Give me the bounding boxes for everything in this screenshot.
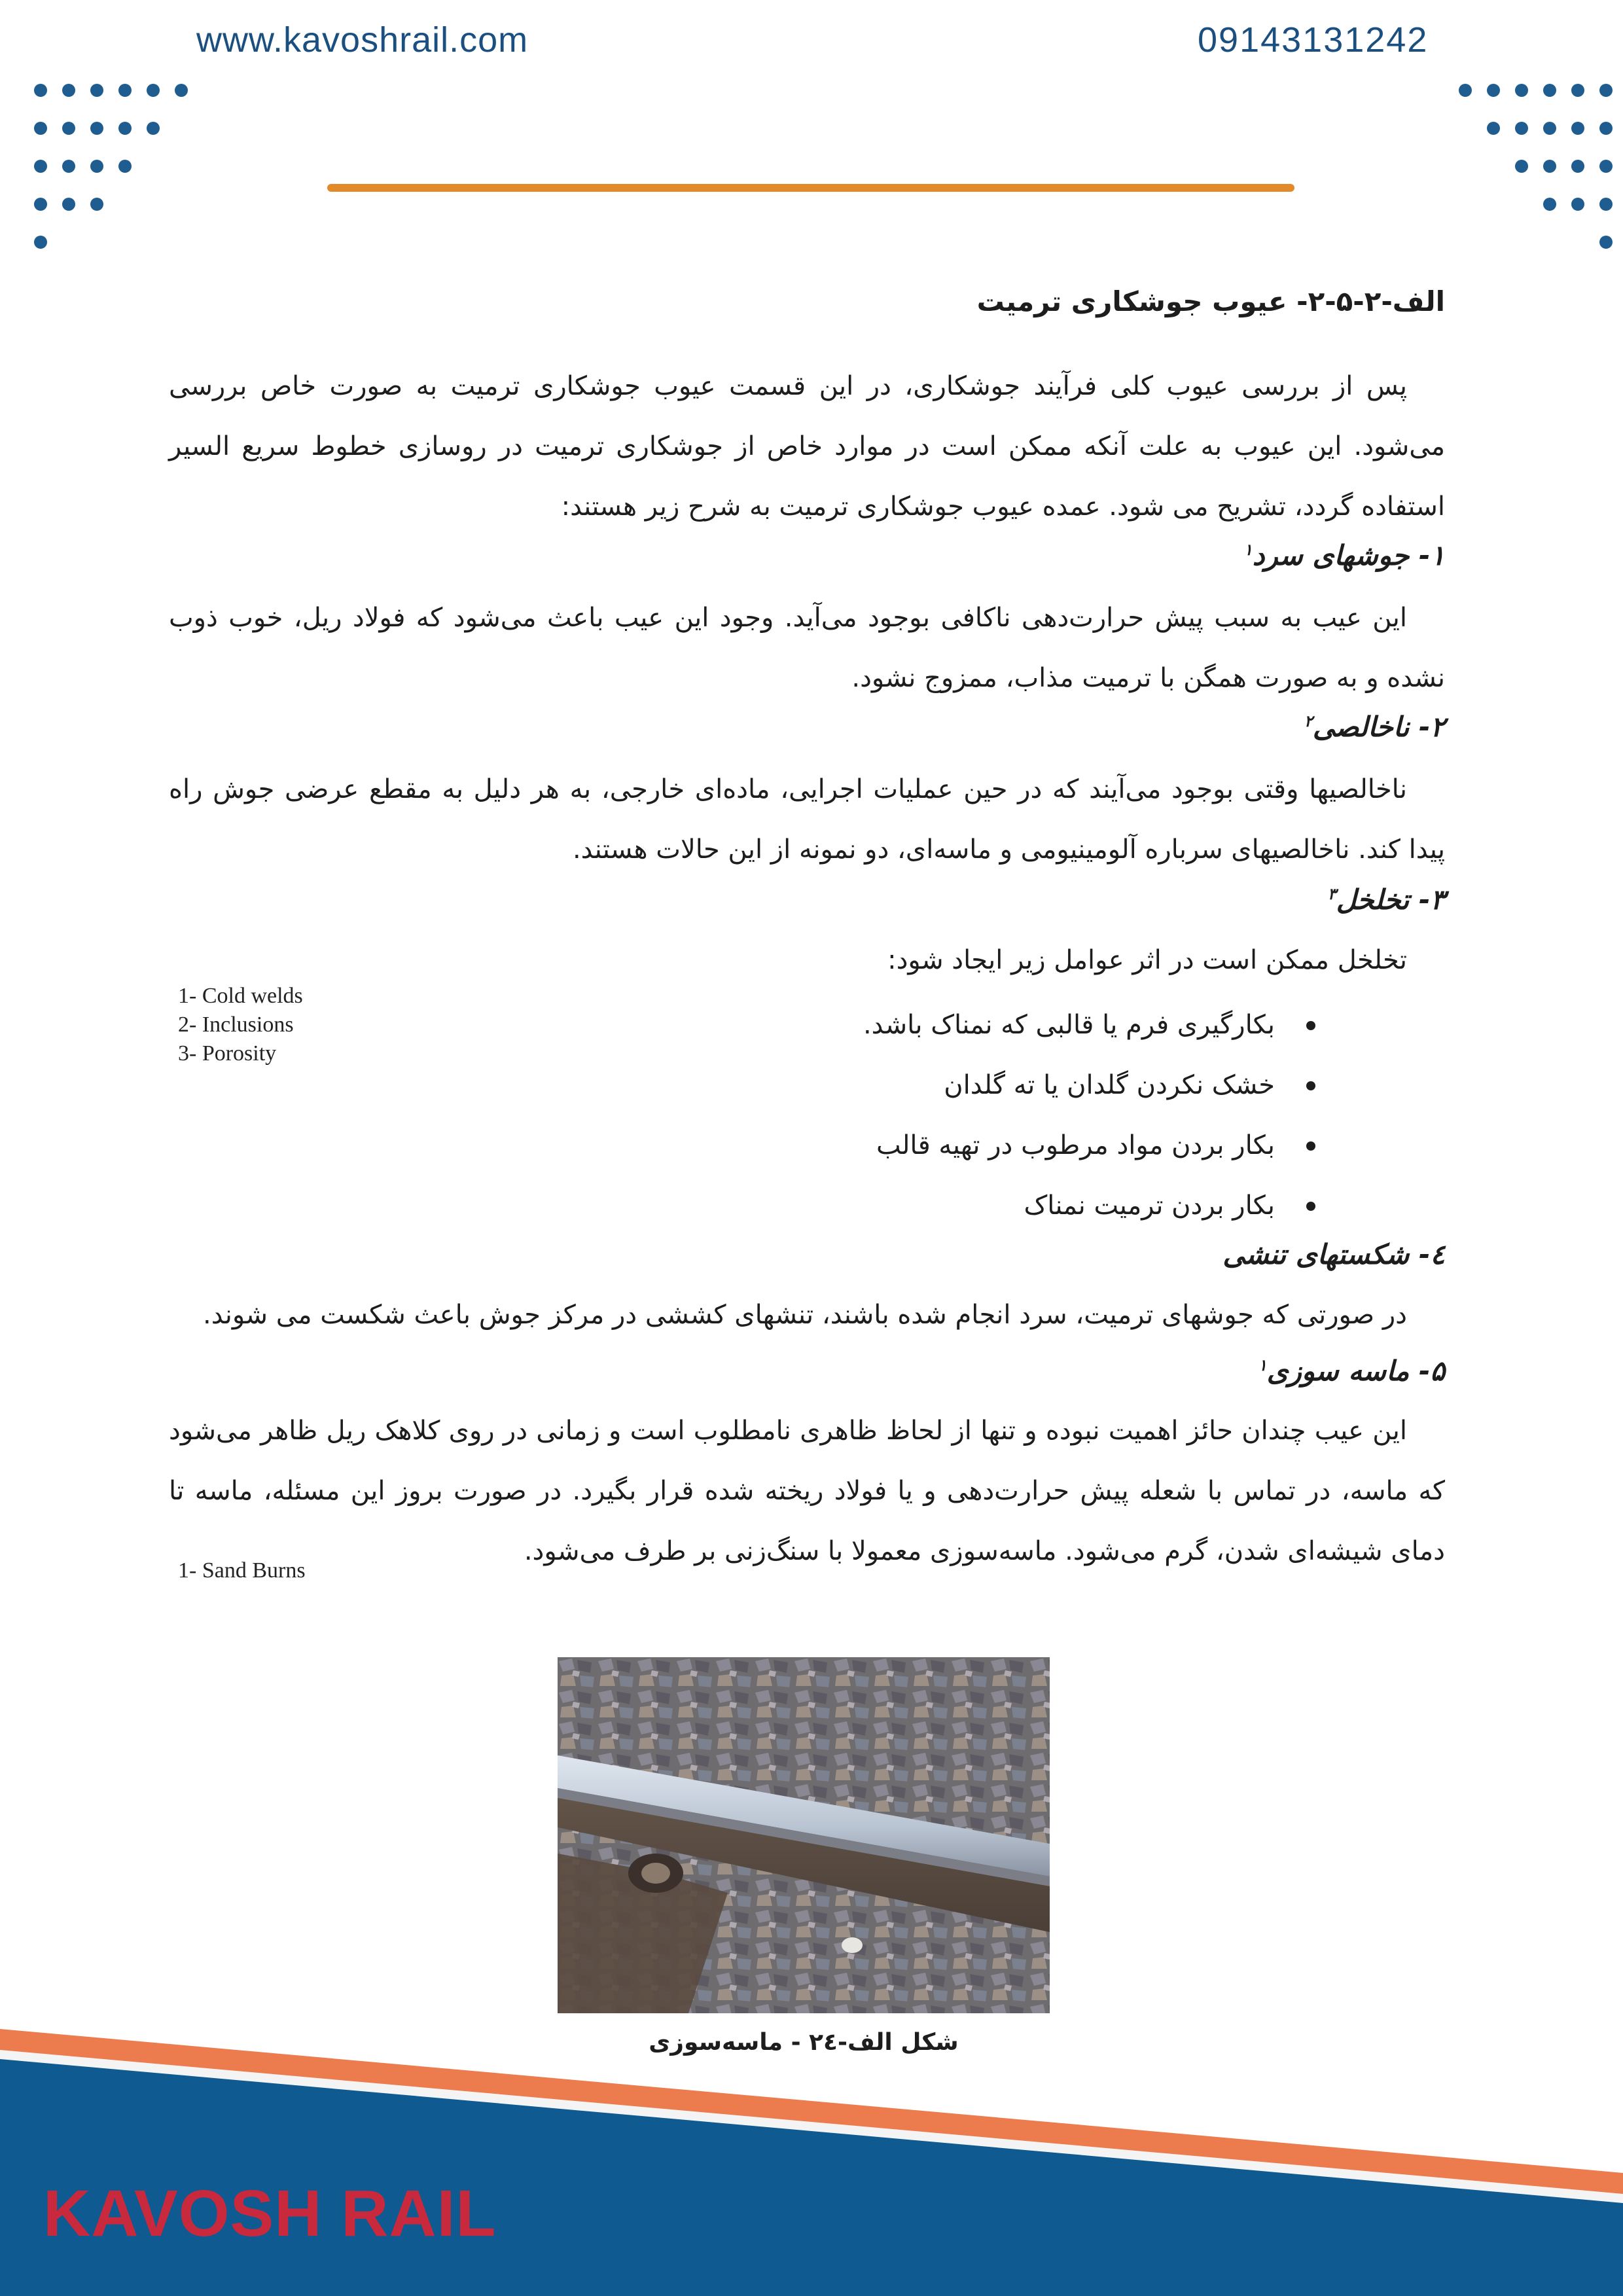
paragraph-line: این عیب چندان حائز اهمیت نبوده و تنها از لحاظ ظاهری نامطلوب است و زمانی در روی کلاهک ریل ظاهر می‌شود که ماسه، (169, 1416, 1445, 1506)
footnote: 1- Cold welds (178, 984, 303, 1008)
figure-caption: شکل الف-۲٤ - ماسه‌سوزی (649, 2029, 959, 2056)
intro-line: پس از بررسی عیوب کلی فرآیند جوشکاری، در این قسمت عیوب جوشکاری ترمیت به صورت خاص بررسی می‌شود. این عیوب (169, 371, 1445, 461)
porosity-intro: تخلخل ممکن است در اثر عوامل زیر ایجاد شود: (887, 945, 1407, 975)
footnote: 2- Inclusions (178, 1013, 294, 1037)
defect-paragraph-stress-fractures: در صورتی که جوشهای ترمیت، سرد انجام شده باشند، تنشهای کششی در مرکز جوش باعث شکست می شوند. (203, 1300, 1407, 1330)
footnote: 3- Porosity (178, 1041, 277, 1066)
list-item: بکارگیری فرم یا قالبی که نمناک باشد. (863, 995, 1315, 1055)
paragraph-line: می‌شود. ماسه‌سوزی معمولا با سنگ‌زنی بر طرف می‌شود. (524, 1536, 1156, 1566)
list-item: بکار بردن مواد مرطوب در تهیه قالب (863, 1115, 1315, 1175)
defect-title-text: ۱- جوشهای سرد (1252, 539, 1445, 571)
phone-number[interactable]: 09143131242 (1198, 20, 1429, 60)
defect-title-stress-fractures (1222, 1238, 1445, 1270)
list-item: بکار بردن ترمیت نمناک (863, 1175, 1315, 1236)
footnote-mark: ۳ (1327, 885, 1336, 903)
defect-title-text: ۳- تخلخل (1336, 884, 1445, 916)
dot-pattern-left (31, 84, 202, 267)
intro-line: به علت آنکه ممکن است در موارد خاص از جوشکاری ترمیت در روسازی خطوط سریع السیر استفاده گردد، تشریح می شود. عمده (169, 431, 1445, 522)
footnotes-group-1 (178, 982, 303, 1068)
rail-photo-drawing (558, 1657, 1050, 2013)
defect-title-text: ٤- شکستهای تنشی (1222, 1238, 1445, 1270)
section-title: الف-۲-۵-۲- عیوب جوشکاری ترمیت (976, 285, 1445, 317)
defect-paragraph-inclusions (169, 759, 1445, 880)
defect-title-text: ۵- ماسه سوزی (1266, 1355, 1445, 1387)
paragraph-line: در تماس با شعله پیش حرارت‌دهی و یا فولاد ریخته شده قرار بگیرد. در صورت بروز این مسئله، ماسه تا دمای شیشه‌ای شدن، گرم (169, 1476, 1445, 1566)
footnote-mark: ۲ (1304, 712, 1313, 730)
paragraph-line: صورت همگن با ترمیت مذاب، ممزوج نشود. (851, 663, 1329, 693)
intro-line: عیوب جوشکاری ترمیت به شرح زیر هستند: (561, 492, 1034, 522)
list-item: خشک نکردن گلدان یا ته گلدان (863, 1055, 1315, 1115)
paragraph-line: این عیب به سبب پیش حرارت‌دهی ناکافی بوجود می‌آید. وجود این عیب باعث می‌شود که فولاد ریل، خوب ذوب نشده و به (169, 603, 1445, 693)
footnote: 1- Sand Burns (178, 1558, 306, 1583)
footnotes-group-2 (178, 1556, 306, 1585)
defect-title-porosity (1328, 884, 1445, 916)
intro-paragraph (169, 356, 1445, 537)
dot-pattern-right (1450, 84, 1620, 267)
defect-paragraph-sand-burns (169, 1401, 1445, 1581)
brand-logo-text: KAVOSH RAIL (43, 2177, 497, 2250)
rail-head-photo (558, 1657, 1050, 2013)
footer-band (0, 2016, 1623, 2296)
defect-title-text: ۲- ناخالصی (1312, 711, 1445, 743)
defect-title-cold-welds (1244, 539, 1445, 571)
defect-title-inclusions (1304, 711, 1445, 743)
paragraph-line: ناخالصیهای سرباره آلومینیومی و ماسه‌ای، دو نمونه از این حالات هستند. (572, 834, 1350, 865)
footnote-mark: ۱ (1243, 541, 1253, 559)
porosity-causes-list (863, 995, 1315, 1236)
defect-paragraph-cold-welds (169, 588, 1445, 708)
footnote-mark: ۱ (1258, 1356, 1267, 1374)
header-divider (327, 184, 1294, 192)
paragraph-line: ناخالصیها وقتی بوجود می‌آیند که در حین عملیات اجرایی، ماده‌ای خارجی، به هر دلیل به مقطع عرضی جوش راه پیدا کند. (169, 774, 1445, 865)
website-url[interactable]: www.kavoshrail.com (196, 20, 529, 60)
defect-title-sand-burns (1258, 1355, 1445, 1387)
